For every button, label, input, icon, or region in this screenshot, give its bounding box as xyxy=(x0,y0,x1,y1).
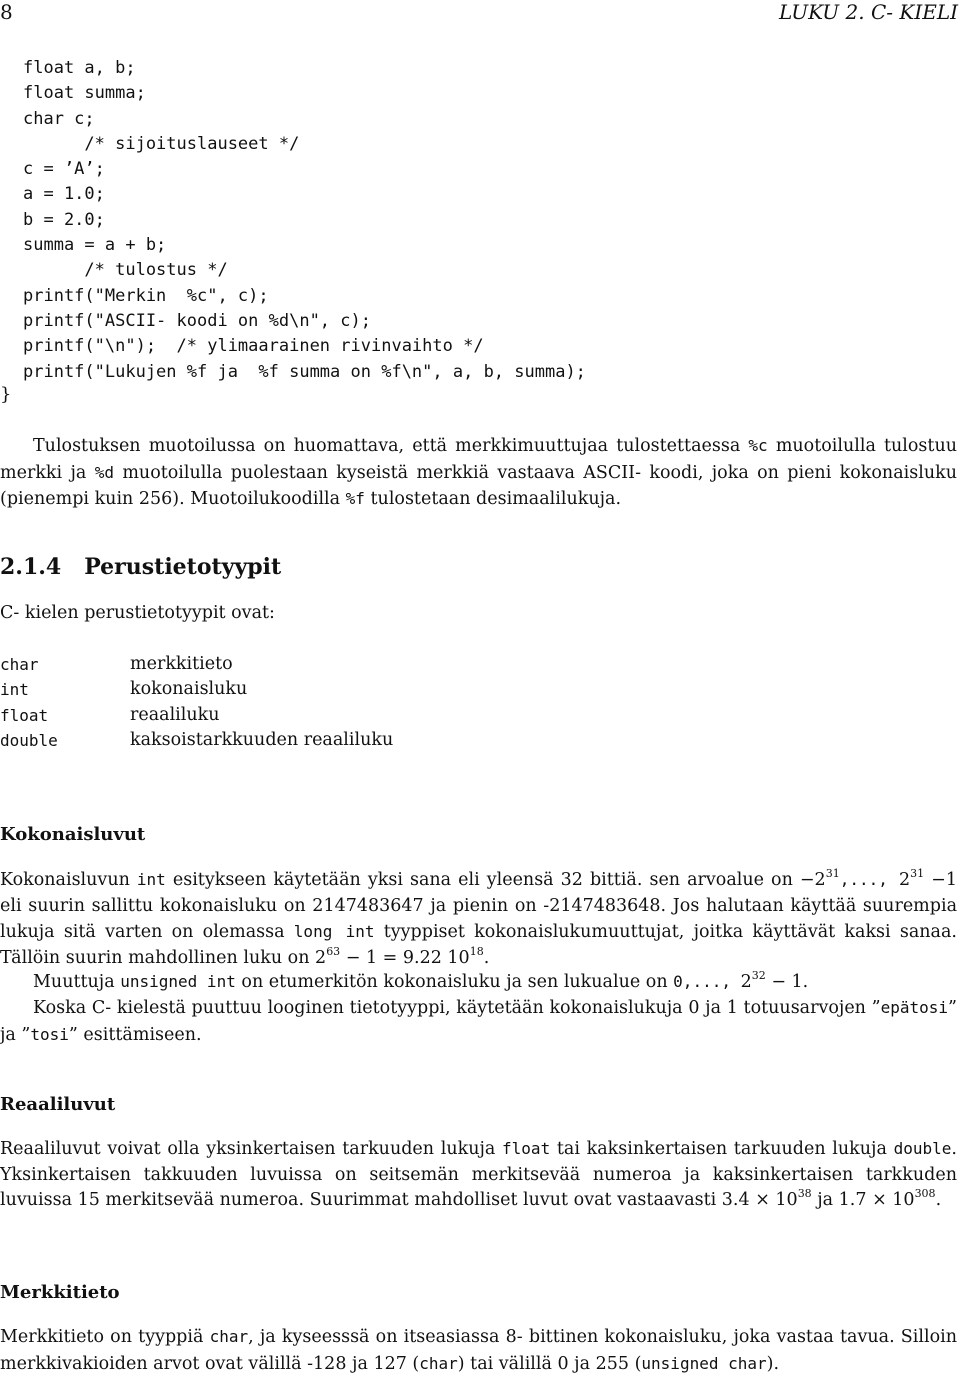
code-line: float a, b; xyxy=(23,58,136,78)
code-line: b = 2.0; xyxy=(23,209,105,230)
subheading-merkkitieto: Merkkitieto xyxy=(0,1282,120,1303)
inline-code: char xyxy=(419,1353,458,1373)
code-line: /* sijoituslauseet */ xyxy=(23,133,300,154)
inline-code: float xyxy=(502,1139,551,1158)
inline-code: %d xyxy=(94,462,114,482)
type-description: kokonaisluku xyxy=(130,679,248,700)
page-number: 8 xyxy=(0,0,13,24)
inline-code: long int xyxy=(293,922,375,941)
inline-code: unsigned int xyxy=(120,972,236,991)
code-line: char c; xyxy=(23,108,95,129)
subheading-reaaliluvut: Reaaliluvut xyxy=(0,1094,116,1115)
inline-code: int xyxy=(136,870,166,889)
code-line: printf("ASCII- koodi on %d\n", c); xyxy=(23,310,371,331)
inline-code: %c xyxy=(748,436,768,455)
inline-code: epätosi xyxy=(880,998,949,1017)
inline-code: char xyxy=(209,1327,249,1346)
type-description: kaksoistarkkuuden reaaliluku xyxy=(130,729,394,750)
inline-code: ,..., xyxy=(839,870,899,889)
code-line: printf("Merkin %c", c); xyxy=(23,285,269,306)
section-title: Perustietotyypit xyxy=(84,554,282,580)
kokonaisluvut-paragraph-2: Muuttuja unsigned int on etumerkitön kokonaisluku ja sen lukualue on 0,..., $2^{32} - 1$. xyxy=(33,969,809,992)
reaaliluvut-paragraph: Reaaliluvut voivat olla yksinkertaisen tarkuuden lukuja float tai kaksinkertaisen tarkuuden lukuja double. Yksinkertaisen takkuuden luvuissa on seitsemän merkitsevää numeroa ja kaksinkertaisen tarkkuden luvuissa 15 merkitsevää numeroa. Suurimmat mahdolliset luvut ovat vastaavasti $3.4 \times 10^{38}$ ja $1.7 \times 10^{308}$. xyxy=(0,1139,957,1210)
code-line: a = 1.0; xyxy=(23,184,105,205)
type-name: int xyxy=(0,680,29,700)
kokonaisluvut-paragraph-3: Koska C- kielestä puuttuu looginen tietotyyppi, käytetään kokonaislukuja 0 ja 1 totuusarvojen ”epätosi” ja ”tosi” esittämiseen. xyxy=(0,998,957,1045)
code-line: summa = a + b; xyxy=(23,235,167,256)
code-line: printf("Lukujen %f ja %f summa on %f\n", a, b, summa); xyxy=(23,361,586,382)
type-description: reaaliluku xyxy=(130,704,220,725)
section-intro: C- kielen perustietotyypit ovat: xyxy=(0,603,275,623)
inline-code: tosi xyxy=(30,1024,69,1044)
inline-code: unsigned char xyxy=(641,1353,767,1373)
inline-code: 0,..., xyxy=(673,972,741,991)
type-name: double xyxy=(0,730,58,750)
code-listing xyxy=(23,56,586,385)
type-description: merkkitieto xyxy=(130,654,233,674)
merkkitieto-paragraph: Merkkitieto on tyyppiä char, ja kyseesssä on itseasiassa 8- bittinen kokonaisluku, joka vastaa tavua. Silloin merkkivakioiden arvot ovat välillä -128 ja 127 (char) tai välillä 0 ja 255 (unsigned char). xyxy=(0,1327,957,1374)
type-name: char xyxy=(0,655,39,674)
subheading-kokonaisluvut: Kokonaisluvut xyxy=(0,824,146,845)
code-line: c = ’A’; xyxy=(23,159,105,180)
section-number: 2.1.4 xyxy=(0,554,62,580)
code-line: /* tulostus */ xyxy=(23,260,228,281)
type-name: float xyxy=(0,705,49,725)
kokonaisluvut-paragraph-1: Kokonaisluvun int esitykseen käytetään yksi sana eli yleensä 32 bittiä. sen arvoalue on $-2^{31}$,..., $2^{31} -1$ eli suurin sallittu kokonaisluku on 2147483647 ja pienin on -2147483648. Jos halutaan käyttää suurempia lukuja sitä varten on olemassa long int tyyppiset kokonaislukumuuttujat, joitka käyttävät kaksi sanaa. Tällöin suurin mahdollinen luku on $2^{63} - 1 = 9.22$ $10^{18}$. xyxy=(0,867,957,968)
code-line: printf("\n"); /* ylimaarainen rivinvaihto */ xyxy=(23,336,484,357)
inline-code: double xyxy=(893,1139,952,1158)
code-closing-brace: } xyxy=(0,384,12,405)
inline-code: %f xyxy=(345,489,365,508)
running-header: LUKU 2. C- KIELI xyxy=(779,0,958,24)
intro-paragraph: Tulostuksen muotoilussa on huomattava, että merkkimuuttujaa tulostettaessa %c muotoilulla tulostuu merkki ja %d muotoilulla puolestaan kyseistä merkkiä vastaava ASCII- koodi, joka on pieni kokonaisluku (pienempi kuin 256). Muotoilukoodilla %f tulostetaan desimaalilukuja. xyxy=(0,436,957,509)
code-line: float summa; xyxy=(23,83,146,104)
section-heading xyxy=(0,551,281,583)
